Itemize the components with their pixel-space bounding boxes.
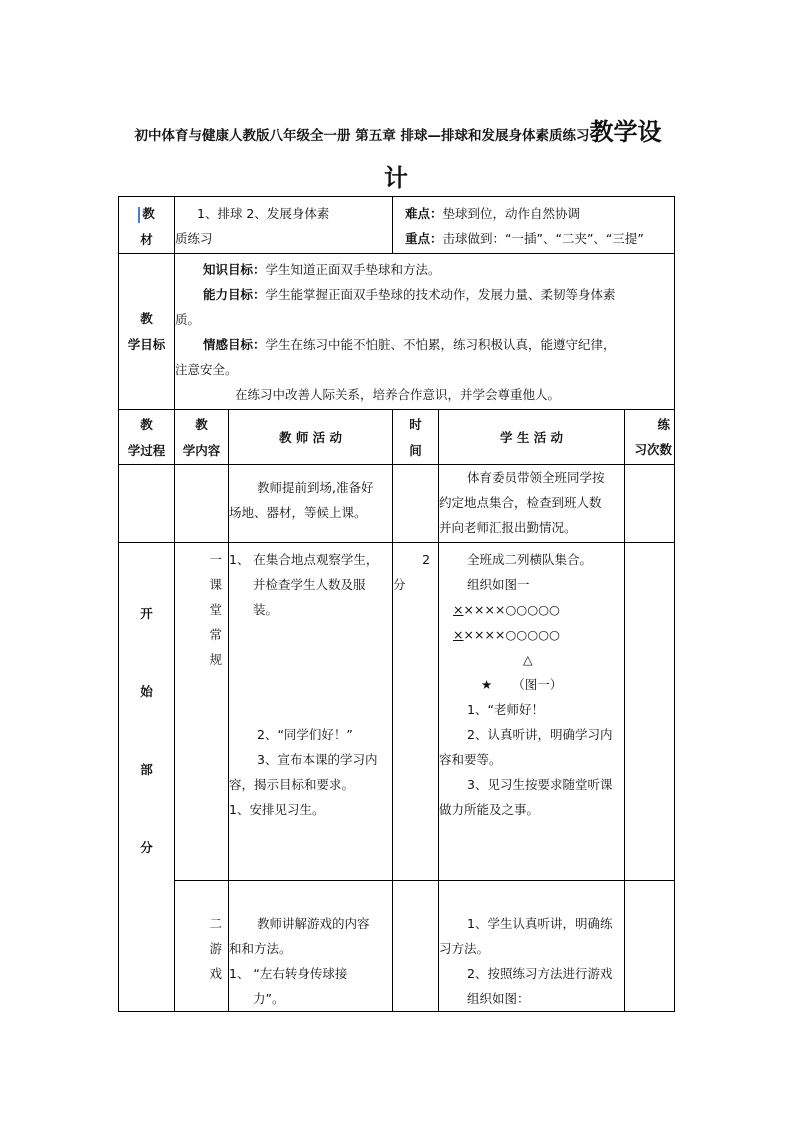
- document-title: [118, 118, 678, 150]
- teacher-triangle: △: [523, 652, 533, 667]
- star-icon: ★: [481, 677, 493, 692]
- time-routine: 2 分: [393, 543, 439, 881]
- header-count: 练 习次数: [625, 410, 675, 465]
- start-game-row: [119, 881, 675, 1012]
- start-routine-row: [119, 543, 675, 881]
- teacher-routine: 1、 在集合地点观察学生， 并检查学生人数及服 装。 2、“同学们好！” 3、宣布本课的学习内 容，揭示目标和要求。 1、安排见习生。: [229, 543, 393, 881]
- header-time: 时 间: [393, 410, 439, 465]
- student-routine: 全班成二列横队集合。 组织如图一 ×××××○○○○○ ×××××○○○○○ △ ★ （图一） 1、“老师好！ 2、认真听讲，明确学习内 容和要等。 3、见习生按要求随堂听课 做力所能及之事。: [439, 543, 625, 881]
- figure-caption: ★ （图一）: [481, 677, 563, 692]
- prep-row: [119, 465, 675, 543]
- student-game: 1、学生认真听讲，明确练 习方法。 2、按照练习方法进行游戏 组织如图：: [439, 881, 625, 1012]
- cursor-marker: [138, 207, 140, 223]
- document-title-line2: 计: [384, 164, 408, 192]
- prep-student: 体育委员带领全班同学按 约定地点集合，检查到班人数 并向老师汇报出勤情况。: [439, 465, 625, 543]
- section-start: 开 始 部 分: [119, 543, 175, 1012]
- goals-content: 知识目标：学生知道正面双手垫球和方法。 能力目标：学生能掌握正面双手垫球的技术动作，发展力量、柔韧等身体素 质。 情感目标：学生在练习中能不怕脏、不怕累，练习积极认真，能遵守纪律， 注意安全。 在练习中改善人际关系，培养合作意识，并学会尊重他人。: [175, 254, 675, 410]
- goals-label: 教 学目标: [119, 254, 175, 410]
- header-content: 教 学内容: [175, 410, 229, 465]
- formation-row-2: ×××××○○○○○: [453, 627, 560, 642]
- header-teacher: 教 师 活 动: [229, 410, 393, 465]
- content-game: 二 游 戏: [175, 881, 229, 1012]
- key-points: 难点：垫球到位，动作自然协调 重点：击球做到：“一插”、“二夹”、“三提”: [393, 197, 675, 254]
- jiaocai-content: 1、排球 2、发展身体素 质练习: [175, 197, 393, 254]
- process-header-row: [119, 410, 675, 465]
- title-prefix: 初中体育与健康人教版八年级全一册 第五章 排球—排球和发展身体素质练习: [134, 128, 590, 144]
- title-tail: 教学设: [589, 118, 662, 146]
- header-process: 教 学过程: [119, 410, 175, 465]
- content-routine: 一 课 堂 常 规: [175, 543, 229, 881]
- lesson-plan-table: [118, 196, 675, 1012]
- jiaocai-label: 教 材: [119, 197, 175, 254]
- jiaocai-row: [119, 197, 675, 254]
- goals-row: [119, 254, 675, 410]
- header-student: 学 生 活 动: [439, 410, 625, 465]
- teacher-game: 教师讲解游戏的内容 和和方法。 1、 “左右转身传球接 力”。: [229, 881, 393, 1012]
- formation-row-1: ×××××○○○○○: [453, 602, 560, 617]
- prep-teacher: 教师提前到场,准备好 场地、器材，等候上课。: [229, 465, 393, 543]
